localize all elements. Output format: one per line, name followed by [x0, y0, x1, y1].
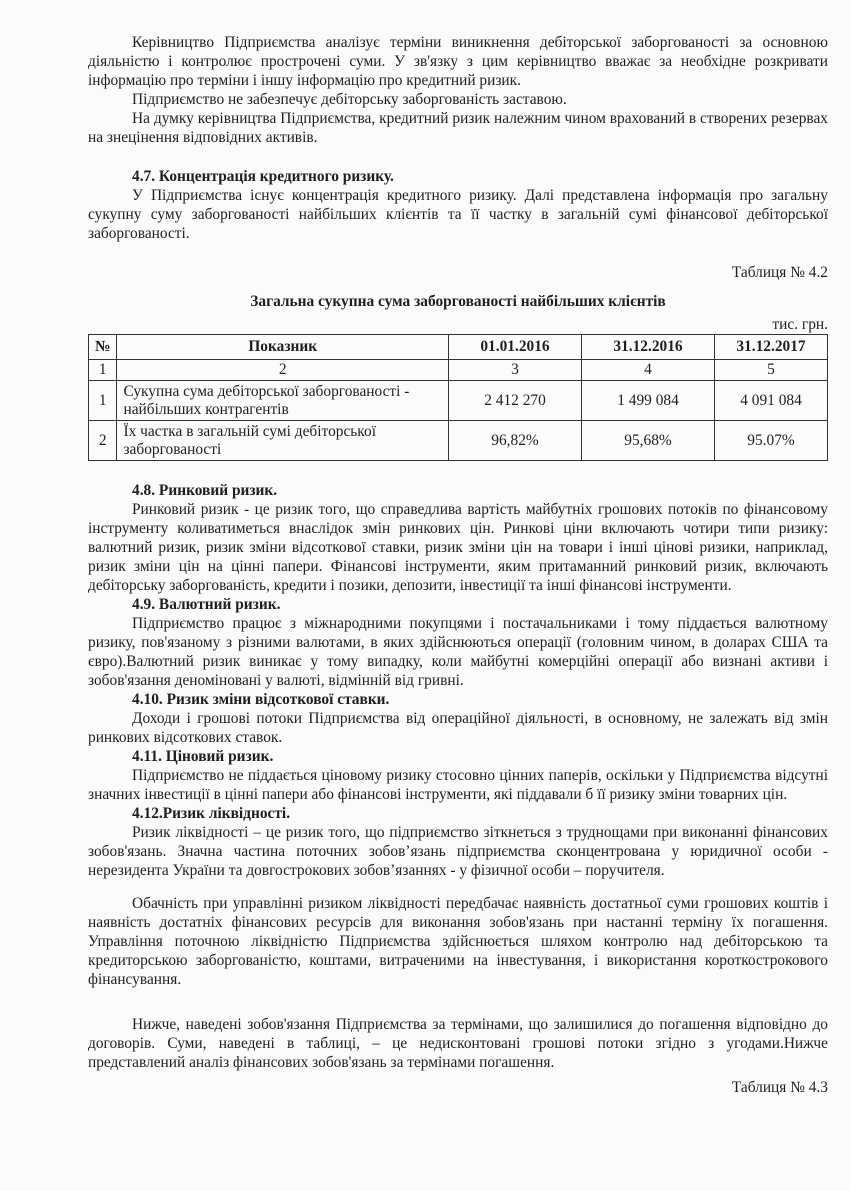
row-number: 2	[89, 421, 117, 461]
intro-paragraph-1: Керівництво Підприємства аналізує терміни виникнення дебіторської заборгованості за основною діяльністю і контролює прострочені суми. У зв'язку з цим керівництво вважає за необхідне розкривати інформацію про терміни і іншу інформацію про кредитний ризик.	[88, 34, 828, 89]
intro-paragraph-2: Підприємство не забезпечує дебіторську заборгованість заставою.	[132, 91, 567, 108]
section-4-8-heading: 4.8. Ринковий ризик.	[132, 482, 278, 499]
table-4-2	[88, 334, 828, 461]
header-number: №	[89, 335, 117, 360]
row-value: 96,82%	[449, 421, 582, 461]
row-indicator: Їх частка в загальній сумі дебіторської заборгованості	[117, 421, 449, 461]
section-4-8-text: Ринковий ризик - це ризик того, що справедлива вартість майбутніх грошових потоків по фінансовому інструменту коливатиметься внаслідок змін ринкових цін. Ринкові ціни включають чотири типи ризику: валютний ризик, ризик зміни відсоткової ставки, ризик зміни цін на товари і інші цінові ризики, наприклад, ризик зміни цін на цінні папери. Фінансові інструменти, яким притаманний ринковий ризик, включають дебіторську заборгованість, кредити і позики, депозити, інвестиції та інші фінансові інструменти.	[88, 501, 828, 594]
section-4-12-paragraph-2: Обачність при управлінні ризиком ліквідності передбачає наявність достатньої суми грошових коштів і наявність достатніх фінансових ресурсів для виконання зобов'язань при настанні терміну їх погашення. Управління поточною ліквідністю Підприємства здійснюється шляхом контролю над дебіторською та кредиторською заборгованістю, коштами, витраченими на інвестування, і використання короткострокового фінансування.	[88, 895, 828, 988]
index-cell: 2	[117, 360, 449, 381]
section-4-7-text: У Підприємства існує концентрація кредитного ризику. Далі представлена інформація про загальну сукупну суму заборгованості найбільших клієнтів та її частку в загальній сумі фінансової дебіторської заборгованості.	[88, 187, 828, 242]
section-4-10-text: Доходи і грошові потоки Підприємства від операційної діяльності, в основному, не залежать від змін ринкових відсоткових ставок.	[88, 710, 828, 746]
header-date-2016-end: 31.12.2016	[582, 335, 715, 360]
section-4-12-paragraph-1: Ризик ліквідності – це ризик того, що підприємство зіткнеться з труднощами при виконанні фінансових зобов'язань. Значна частина поточних зобов’язань підприємства сконцентрована у юридичної особи - нерезидента України та довгострокових зобов’язаннях - у фізичної особи – поручителя.	[88, 824, 828, 879]
table-header-row	[89, 335, 828, 360]
table-4-3-number: Таблиця № 4.3	[731, 1079, 828, 1096]
section-4-11-heading: 4.11. Ціновий ризик.	[132, 748, 274, 765]
section-4-9-heading: 4.9. Валютний ризик.	[132, 596, 281, 613]
section-4-9-text: Підприємство працює з міжнародними покупцями і постачальниками і тому піддається валютному ризику, пов'язаному з різними валютами, в яких здійснюються операції (головним чином, в доларах США та євро).Валютний ризик виникає у тому випадку, коли майбутні комерційні операції або визнані активи і зобов'язання деноміновані у валюті, відмінній від гривні.	[88, 615, 828, 689]
table-index-row	[89, 360, 828, 381]
index-cell: 5	[715, 360, 828, 381]
header-date-2016-start: 01.01.2016	[449, 335, 582, 360]
section-4-12-heading: 4.12.Ризик ліквідності.	[132, 805, 291, 822]
index-cell: 4	[582, 360, 715, 381]
section-4-11-text: Підприємство не піддається ціновому ризику стосовно цінних паперів, оскільки у Підприємства відсутні значних інвестиції в цінні папери або фінансові інструменти, які піддавали б її ризику зміни товарних цін.	[88, 767, 828, 803]
table-4-2-title: Загальна сукупна сума заборгованості найбільших клієнтів	[250, 293, 666, 310]
intro-paragraph-3: На думку керівництва Підприємства, кредитний ризик належним чином врахований в створених резервах на знецінення відповідних активів.	[88, 110, 828, 146]
header-date-2017-end: 31.12.2017	[715, 335, 828, 360]
section-4-7-heading: 4.7. Концентрація кредитного ризику.	[132, 168, 394, 185]
closing-paragraph: Нижче, наведені зобов'язання Підприємства за термінами, що залишилися до погашення відповідно до договорів. Суми, наведені в таблиці, – це недисконтовані грошові потоки згідно з угодами.Нижче представлений аналіз фінансових зобов'язань за термінами погашення.	[88, 1016, 828, 1071]
index-cell: 1	[89, 360, 117, 381]
section-4-10-heading: 4.10. Ризик зміни відсоткової ставки.	[132, 691, 390, 708]
row-value: 95,68%	[582, 421, 715, 461]
header-indicator: Показник	[117, 335, 449, 360]
table-row	[89, 421, 828, 461]
table-row	[89, 381, 828, 421]
table-4-2-number: Таблиця № 4.2	[731, 264, 828, 281]
row-value: 1 499 084	[582, 381, 715, 421]
row-indicator: Сукупна сума дебіторської заборгованості - найбільших контрагентів	[117, 381, 449, 421]
row-value: 2 412 270	[449, 381, 582, 421]
row-value: 4 091 084	[715, 381, 828, 421]
index-cell: 3	[449, 360, 582, 381]
row-value: 95.07%	[715, 421, 828, 461]
table-4-2-unit: тис. грн.	[772, 316, 828, 333]
row-number: 1	[89, 381, 117, 421]
